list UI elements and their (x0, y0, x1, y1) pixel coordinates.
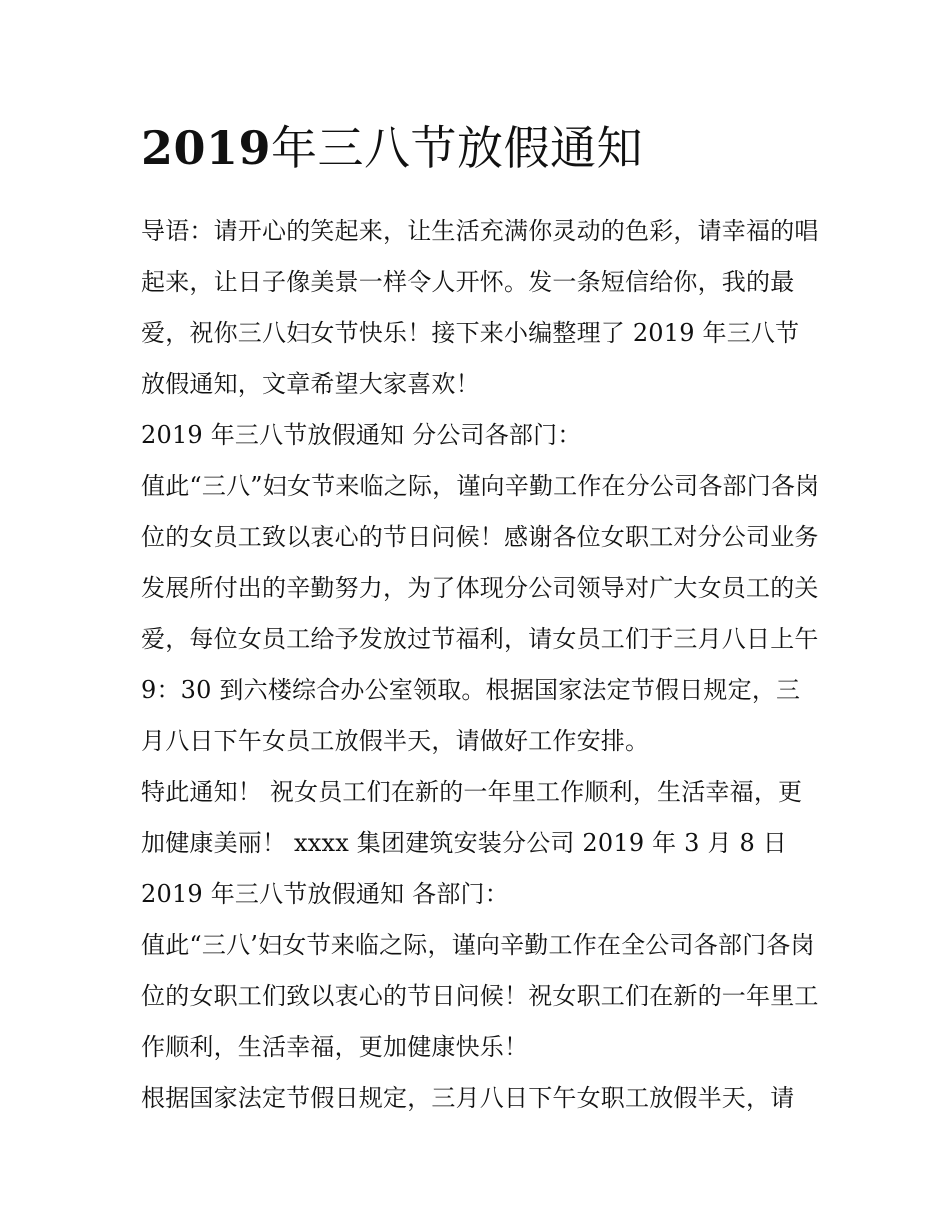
document-page (141, 118, 821, 1124)
document-body (141, 206, 821, 1124)
notice-heading-departments: 2019 年三八节放假通知 各部门： (141, 880, 509, 908)
title-text: 年三八节放假通知 (271, 121, 644, 175)
departments-notice-body: 值此“三八’妇女节来临之际，谨向辛勤工作在全公司各部门各岗位的女职工们致以衷心的节日问候！祝女职工们在新的一年里工作顺利，生活幸福，更加健康快乐！ (141, 931, 819, 1061)
title-year: 2019 (141, 121, 272, 175)
notice-heading-branch: 2019 年三八节放假通知 分公司各部门： (141, 421, 582, 449)
branch-notice-body: 值此“三八”妇女节来临之际，谨向辛勤工作在分公司各部门各岗位的女员工致以衷心的节日问候！感谢各位女职工对分公司业务发展所付出的辛勤努力，为了体现分公司领导对广大女员工的关爱，每位女员工给予发放过节福利，请女员工们于三月八日上午 9：30 到六楼综合办公室领取。根据国家法定节假日规定，三月八日下午女员工放假半天，请做好工作安排。 (141, 472, 820, 755)
document-title (141, 118, 821, 178)
departments-notice-holiday: 根据国家法定节假日规定，三月八日下午女职工放假半天，请 (141, 1084, 795, 1112)
intro-paragraph: 导语：请开心的笑起来，让生活充满你灵动的色彩，请幸福的唱起来，让日子像美景一样令人开怀。发一条短信给你，我的最爱，祝你三八妇女节快乐！接下来小编整理了 2019 年三八节放假通知，文章希望大家喜欢！ (141, 217, 819, 398)
branch-notice-closing: 特此通知！ 祝女员工们在新的一年里工作顺利，生活幸福，更加健康美丽！ xxxx 集团建筑安装分公司 2019 年 3 月 8 日 (141, 778, 803, 857)
